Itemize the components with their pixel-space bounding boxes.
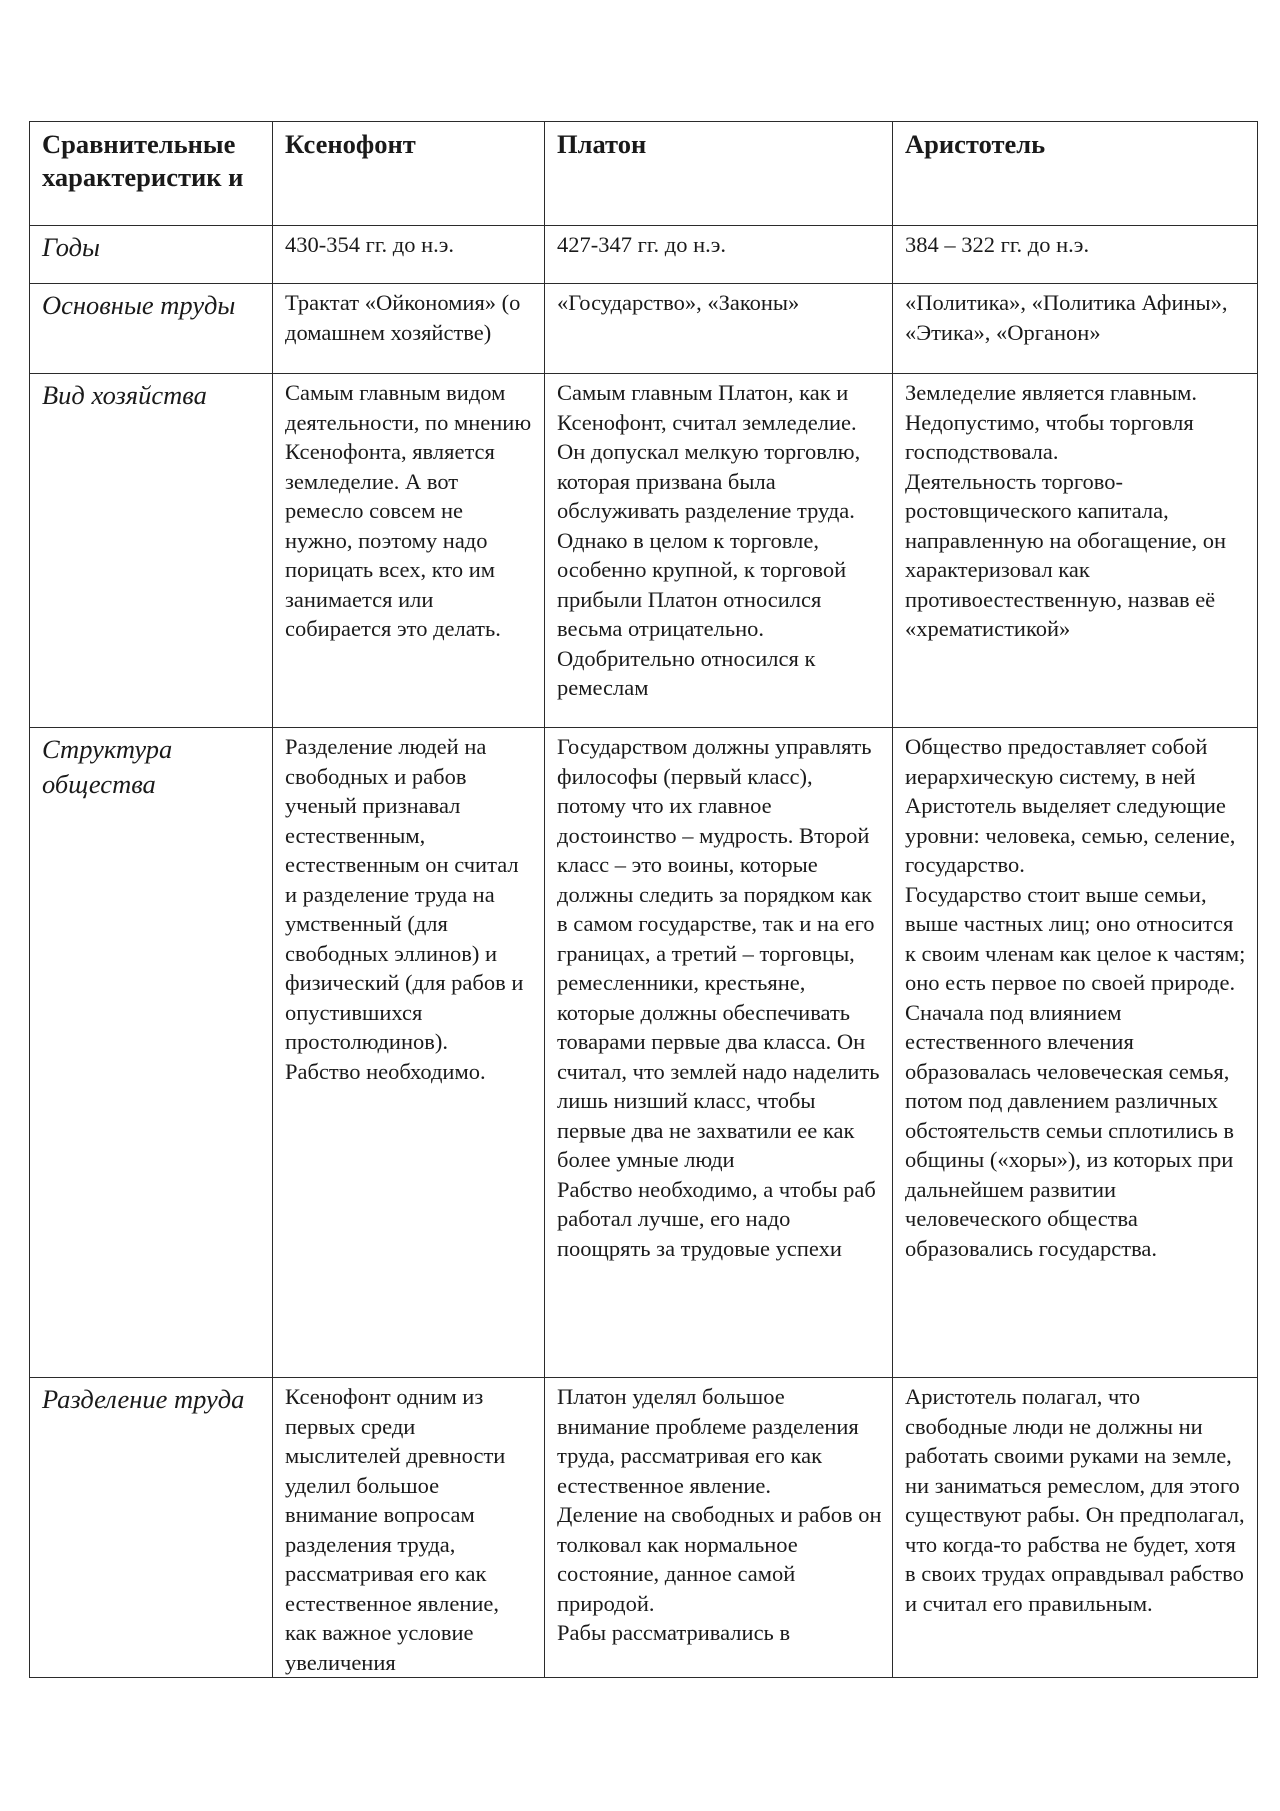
table-row bbox=[30, 284, 1258, 374]
header-xenophon: Ксенофонт bbox=[273, 122, 545, 226]
table-row bbox=[30, 728, 1258, 1378]
cell-paragraph: Ксенофонт одним из первых среди мыслителей древности уделил большое внимание вопросам разделения труда, рассматривая его как естественное явление, как важное условие увеличения bbox=[285, 1384, 506, 1675]
cell-plato bbox=[545, 374, 893, 728]
table-row bbox=[30, 226, 1258, 284]
cell-paragraph: Самым главным Платон, как и Ксенофонт, считал земледелие. Он допускал мелкую торговлю, которая призвана была обслуживать разделение труда. Однако в целом к торговле, особенно крупной, к торговой прибыли Платон относился весьма отрицательно. bbox=[557, 380, 861, 641]
cell-paragraph: Самым главным видом деятельности, по мнению Ксенофонта, является земледелие. А вот ремесло совсем не нужно, поэтому надо порицать всех, кто им занимается или собирается это делать. bbox=[285, 380, 532, 641]
cell-aristotle bbox=[893, 226, 1258, 284]
cell-paragraph: Рабство необходимо. bbox=[285, 1058, 486, 1084]
cell-plato bbox=[545, 226, 893, 284]
cell-paragraph: Государством должны управлять философы (первый класс), потому что их главное достоинство – мудрость. Второй класс – это воины, которые должны следить за порядком как в самом государстве, так и на его границах, а третий – торговцы, ремесленники, крестьяне, которые должны обеспечивать товарами первые два класса. Он считал, что землей надо наделить лишь низший класс, чтобы первые два не захватили ее как более умные люди bbox=[557, 734, 880, 1172]
cell-plato bbox=[545, 728, 893, 1378]
table-row bbox=[30, 1378, 1258, 1678]
cell-paragraph: Земледелие является главным. Недопустимо, чтобы торговля господствовала. bbox=[905, 380, 1197, 464]
cell-paragraph: «Политика», «Политика Афины», «Этика», «Органон» bbox=[905, 290, 1228, 345]
cell-xenophon bbox=[273, 1378, 545, 1678]
cell-paragraph: 384 – 322 гг. до н.э. bbox=[905, 232, 1090, 257]
cell-aristotle bbox=[893, 728, 1258, 1378]
table-row bbox=[30, 374, 1258, 728]
cell-aristotle bbox=[893, 284, 1258, 374]
cell-aristotle bbox=[893, 374, 1258, 728]
header-plato: Платон bbox=[545, 122, 893, 226]
cell-paragraph: Трактат «Ойкономия» (о домашнем хозяйстве) bbox=[285, 290, 521, 345]
cell-paragraph: Рабы рассматривались в bbox=[557, 1620, 791, 1645]
cell-aristotle bbox=[893, 1378, 1258, 1678]
cell-paragraph: Деятельность торгово-ростовщического капитала, направленную на обогащение, он характеризовал как противоестественную, назвав её «хрематистикой» bbox=[905, 468, 1227, 641]
cell-paragraph: Платон уделял большое внимание проблеме разделения труда, рассматривая его как естественное явление. bbox=[557, 1384, 859, 1498]
cell-plato bbox=[545, 284, 893, 374]
header-row bbox=[30, 122, 1258, 226]
row-label: Основные труды bbox=[30, 284, 273, 374]
row-label: Структура общества bbox=[30, 728, 273, 1378]
cell-paragraph: Общество предоставляет собой иерархическую систему, в ней Аристотель выделяет следующие уровни: человека, семью, селение, государство. bbox=[905, 734, 1236, 877]
cell-paragraph: Деление на свободных и рабов он толковал как нормальное состояние, данное самой природой. bbox=[557, 1502, 882, 1616]
cell-paragraph: Одобрительно относился к ремеслам bbox=[557, 645, 816, 700]
cell-paragraph: Государство стоит выше семьи, выше частных лиц; оно относится к своим членам как целое к частям; оно есть первое по своей природе. Сначала под влиянием естественного влечения образовалась человеческая семья, потом под давлением различных обстоятельств семьи сплотились в общины («хоры»), из которых при дальнейшем развитии человеческого общества образовались государства. bbox=[905, 881, 1246, 1261]
row-label: Разделение труда bbox=[30, 1378, 273, 1678]
cell-xenophon bbox=[273, 284, 545, 374]
cell-xenophon bbox=[273, 226, 545, 284]
cell-plato bbox=[545, 1378, 893, 1678]
cell-paragraph: 427-347 гг. до н.э. bbox=[557, 232, 727, 257]
cell-paragraph: Рабство необходимо, а чтобы раб работал лучше, его надо поощрять за трудовые успехи bbox=[557, 1176, 876, 1261]
cell-paragraph: «Государство», «Законы» bbox=[557, 290, 800, 315]
row-label: Годы bbox=[30, 226, 273, 284]
row-label: Вид хозяйства bbox=[30, 374, 273, 728]
cell-xenophon bbox=[273, 374, 545, 728]
header-criteria: Сравнительные характеристик и bbox=[30, 122, 273, 226]
cell-paragraph: Разделение людей на свободных и рабов ученый признавал естественным, естественным он считал и разделение труда на умственный (для свободных эллинов) и физический (для рабов и опустившихся простолюдинов). bbox=[285, 734, 524, 1054]
cell-paragraph: Аристотель полагал, что свободные люди не должны ни работать своими руками на земле, ни заниматься ремеслом, для этого существуют рабы. Он предполагал, что когда-то рабства не будет, хотя в своих трудах оправдывал рабство и считал его правильным. bbox=[905, 1384, 1245, 1616]
cell-xenophon bbox=[273, 728, 545, 1378]
cell-paragraph: 430-354 гг. до н.э. bbox=[285, 232, 455, 257]
header-aristotle: Аристотель bbox=[893, 122, 1258, 226]
comparison-table bbox=[29, 121, 1258, 1678]
